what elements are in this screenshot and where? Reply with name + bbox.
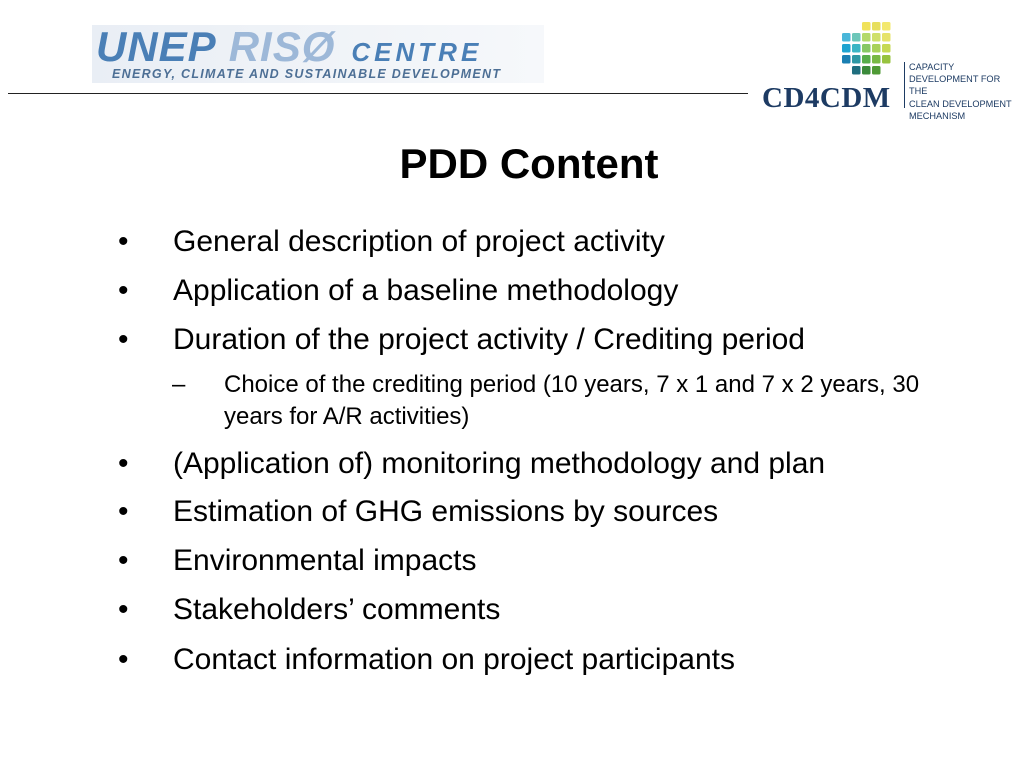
bullet-text: General description of project activity bbox=[173, 225, 665, 258]
bullet-text: Estimation of GHG emissions by sources bbox=[173, 495, 719, 528]
unep-logo-tagline: ENERGY, CLIMATE AND SUSTAINABLE DEVELOPMENT bbox=[112, 67, 502, 81]
cd4cdm-wordmark: CD4CDM bbox=[762, 82, 891, 114]
cd4cdm-caption-line: CLEAN DEVELOPMENT bbox=[909, 98, 1012, 109]
slide-title: PDD Content bbox=[399, 140, 659, 187]
bullet-text: Duration of the project activity / Crediting period bbox=[173, 323, 805, 356]
bullet-marker: • bbox=[118, 495, 129, 528]
bullet-text: (Application of) monitoring methodology and plan bbox=[173, 447, 826, 480]
bullet-text: Environmental impacts bbox=[173, 544, 477, 577]
sub-bullet-text: Choice of the crediting period (10 years, 7 x 1 and 7 x 2 years, 30 years for A/R activities) bbox=[224, 371, 920, 430]
bullet-marker: • bbox=[118, 643, 129, 676]
bullet-marker: • bbox=[118, 544, 129, 577]
bullet-text: Contact information on project participants bbox=[173, 643, 735, 676]
cd4cdm-caption-line: CAPACITY bbox=[909, 62, 955, 72]
bullet-marker: • bbox=[118, 447, 129, 480]
bullet-marker: • bbox=[118, 323, 129, 356]
centre-logo-word: CENTRE bbox=[351, 37, 483, 67]
riso-logo-word: RISØ bbox=[228, 23, 336, 70]
cd4cdm-caption-line: MECHANISM bbox=[909, 110, 966, 121]
cd4cdm-caption-line: DEVELOPMENT FOR THE bbox=[909, 74, 1001, 97]
unep-logo-word: UNEP bbox=[96, 23, 217, 70]
bullet-marker: • bbox=[118, 593, 129, 626]
bullet-marker: • bbox=[118, 274, 129, 307]
sub-bullet-marker: – bbox=[172, 371, 186, 398]
bullet-text: Application of a baseline methodology bbox=[173, 274, 679, 307]
bullet-text: Stakeholders’ comments bbox=[173, 593, 501, 626]
bullet-marker: • bbox=[118, 225, 129, 258]
